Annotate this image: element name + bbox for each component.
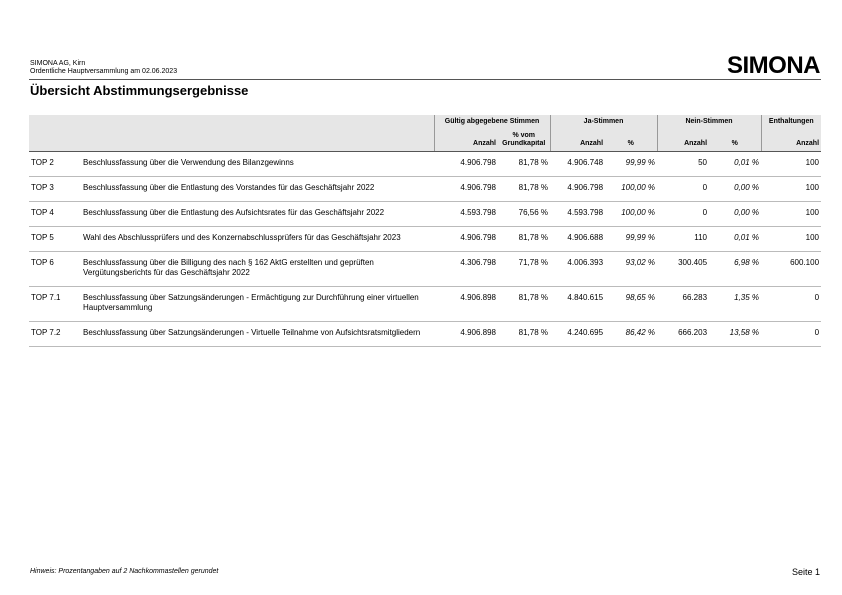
abstentions: 100 <box>761 176 821 201</box>
no-votes-pct: 0,01 % <box>709 151 761 176</box>
yes-votes-pct: 86,42 % <box>605 321 657 346</box>
no-votes: 0 <box>657 176 709 201</box>
subheader-valid-pct-line2: Grundkapital <box>502 139 546 147</box>
meeting-date: Ordentliche Hauptversammlung am 02.06.2023 <box>30 68 178 75</box>
valid-votes: 4.906.798 <box>434 226 498 251</box>
subheader-empty <box>29 127 434 151</box>
subheader-valid-pct-line1: % vom <box>512 131 536 139</box>
no-votes: 50 <box>657 151 709 176</box>
valid-votes-pct: 81,78 % <box>498 176 550 201</box>
subheader-no-pct: % <box>709 127 761 151</box>
resolution-description: Beschlussfassung über die Verwendung des Bilanzgewinns <box>81 151 434 176</box>
valid-votes: 4.906.898 <box>434 321 498 346</box>
table-row <box>29 286 821 321</box>
header-divider <box>29 79 821 80</box>
valid-votes: 4.906.898 <box>434 286 498 321</box>
company-info <box>30 60 177 76</box>
header-valid-votes: Gültig abgegebene Stimmen <box>434 115 550 127</box>
no-votes-pct: 0,01 % <box>709 226 761 251</box>
table-row <box>29 176 821 201</box>
agenda-item: TOP 6 <box>29 251 81 286</box>
abstentions: 100 <box>761 151 821 176</box>
voting-results-table <box>29 115 821 347</box>
resolution-description: Beschlussfassung über Satzungsänderungen - Virtuelle Teilnahme von Aufsichtsratsmitgliedern <box>81 321 434 346</box>
yes-votes: 4.840.615 <box>550 286 605 321</box>
page-title: Übersicht Abstimmungsergebnisse <box>30 83 249 98</box>
subheader-abstain-count: Anzahl <box>761 127 821 151</box>
abstentions: 0 <box>761 321 821 346</box>
table-row <box>29 226 821 251</box>
resolution-description: Beschlussfassung über Satzungsänderungen - Ermächtigung zur Durchführung einer virtuellen Hauptversammlung <box>81 286 434 321</box>
subheader-no-count: Anzahl <box>657 127 709 151</box>
no-votes-pct: 6,98 % <box>709 251 761 286</box>
resolution-description: Wahl des Abschlussprüfers und des Konzernabschlussprüfers für das Geschäftsjahr 2023 <box>81 226 434 251</box>
yes-votes: 4.906.798 <box>550 176 605 201</box>
valid-votes-pct: 81,78 % <box>498 321 550 346</box>
table-row <box>29 151 821 176</box>
valid-votes-pct: 76,56 % <box>498 201 550 226</box>
no-votes: 110 <box>657 226 709 251</box>
simona-logo: SIMONA <box>727 52 820 79</box>
resolution-description: Beschlussfassung über die Entlastung des Aufsichtsrates für das Geschäftsjahr 2022 <box>81 201 434 226</box>
header-abstentions: Enthaltungen <box>761 115 821 127</box>
yes-votes-pct: 99,99 % <box>605 151 657 176</box>
valid-votes: 4.906.798 <box>434 151 498 176</box>
company-name: SIMONA AG, Kirn <box>30 60 86 67</box>
abstentions: 100 <box>761 226 821 251</box>
subheader-valid-pct <box>498 127 550 151</box>
valid-votes-pct: 81,78 % <box>498 226 550 251</box>
rounding-note: Hinweis: Prozentangaben auf 2 Nachkommastellen gerundet <box>30 568 219 575</box>
header-yes-votes: Ja-Stimmen <box>550 115 657 127</box>
yes-votes-pct: 98,65 % <box>605 286 657 321</box>
valid-votes-pct: 81,78 % <box>498 151 550 176</box>
no-votes: 300.405 <box>657 251 709 286</box>
abstentions: 600.100 <box>761 251 821 286</box>
yes-votes: 4.906.748 <box>550 151 605 176</box>
table-row <box>29 201 821 226</box>
agenda-item: TOP 3 <box>29 176 81 201</box>
yes-votes: 4.240.695 <box>550 321 605 346</box>
agenda-item: TOP 7.1 <box>29 286 81 321</box>
yes-votes: 4.593.798 <box>550 201 605 226</box>
yes-votes-pct: 100,00 % <box>605 176 657 201</box>
abstentions: 100 <box>761 201 821 226</box>
no-votes-pct: 1,35 % <box>709 286 761 321</box>
valid-votes: 4.306.798 <box>434 251 498 286</box>
abstentions: 0 <box>761 286 821 321</box>
valid-votes-pct: 81,78 % <box>498 286 550 321</box>
no-votes: 0 <box>657 201 709 226</box>
valid-votes-pct: 71,78 % <box>498 251 550 286</box>
no-votes: 66.283 <box>657 286 709 321</box>
table-row <box>29 251 821 286</box>
yes-votes-pct: 99,99 % <box>605 226 657 251</box>
table-row <box>29 321 821 346</box>
agenda-item: TOP 4 <box>29 201 81 226</box>
agenda-item: TOP 5 <box>29 226 81 251</box>
subheader-yes-count: Anzahl <box>550 127 605 151</box>
page-number: Seite 1 <box>791 567 820 577</box>
header-empty <box>29 115 434 127</box>
agenda-item: TOP 2 <box>29 151 81 176</box>
agenda-item: TOP 7.2 <box>29 321 81 346</box>
yes-votes: 4.006.393 <box>550 251 605 286</box>
yes-votes-pct: 93,02 % <box>605 251 657 286</box>
no-votes: 666.203 <box>657 321 709 346</box>
subheader-yes-pct: % <box>605 127 657 151</box>
header-no-votes: Nein-Stimmen <box>657 115 761 127</box>
no-votes-pct: 0,00 % <box>709 176 761 201</box>
yes-votes-pct: 100,00 % <box>605 201 657 226</box>
subheader-valid-count: Anzahl <box>434 127 498 151</box>
valid-votes: 4.593.798 <box>434 201 498 226</box>
resolution-description: Beschlussfassung über die Billigung des nach § 162 AktG erstellten und geprüften Vergütungsberichts für das Geschäftsjahr 2022 <box>81 251 434 286</box>
yes-votes: 4.906.688 <box>550 226 605 251</box>
valid-votes: 4.906.798 <box>434 176 498 201</box>
resolution-description: Beschlussfassung über die Entlastung des Vorstandes für das Geschäftsjahr 2022 <box>81 176 434 201</box>
no-votes-pct: 13,58 % <box>709 321 761 346</box>
no-votes-pct: 0,00 % <box>709 201 761 226</box>
